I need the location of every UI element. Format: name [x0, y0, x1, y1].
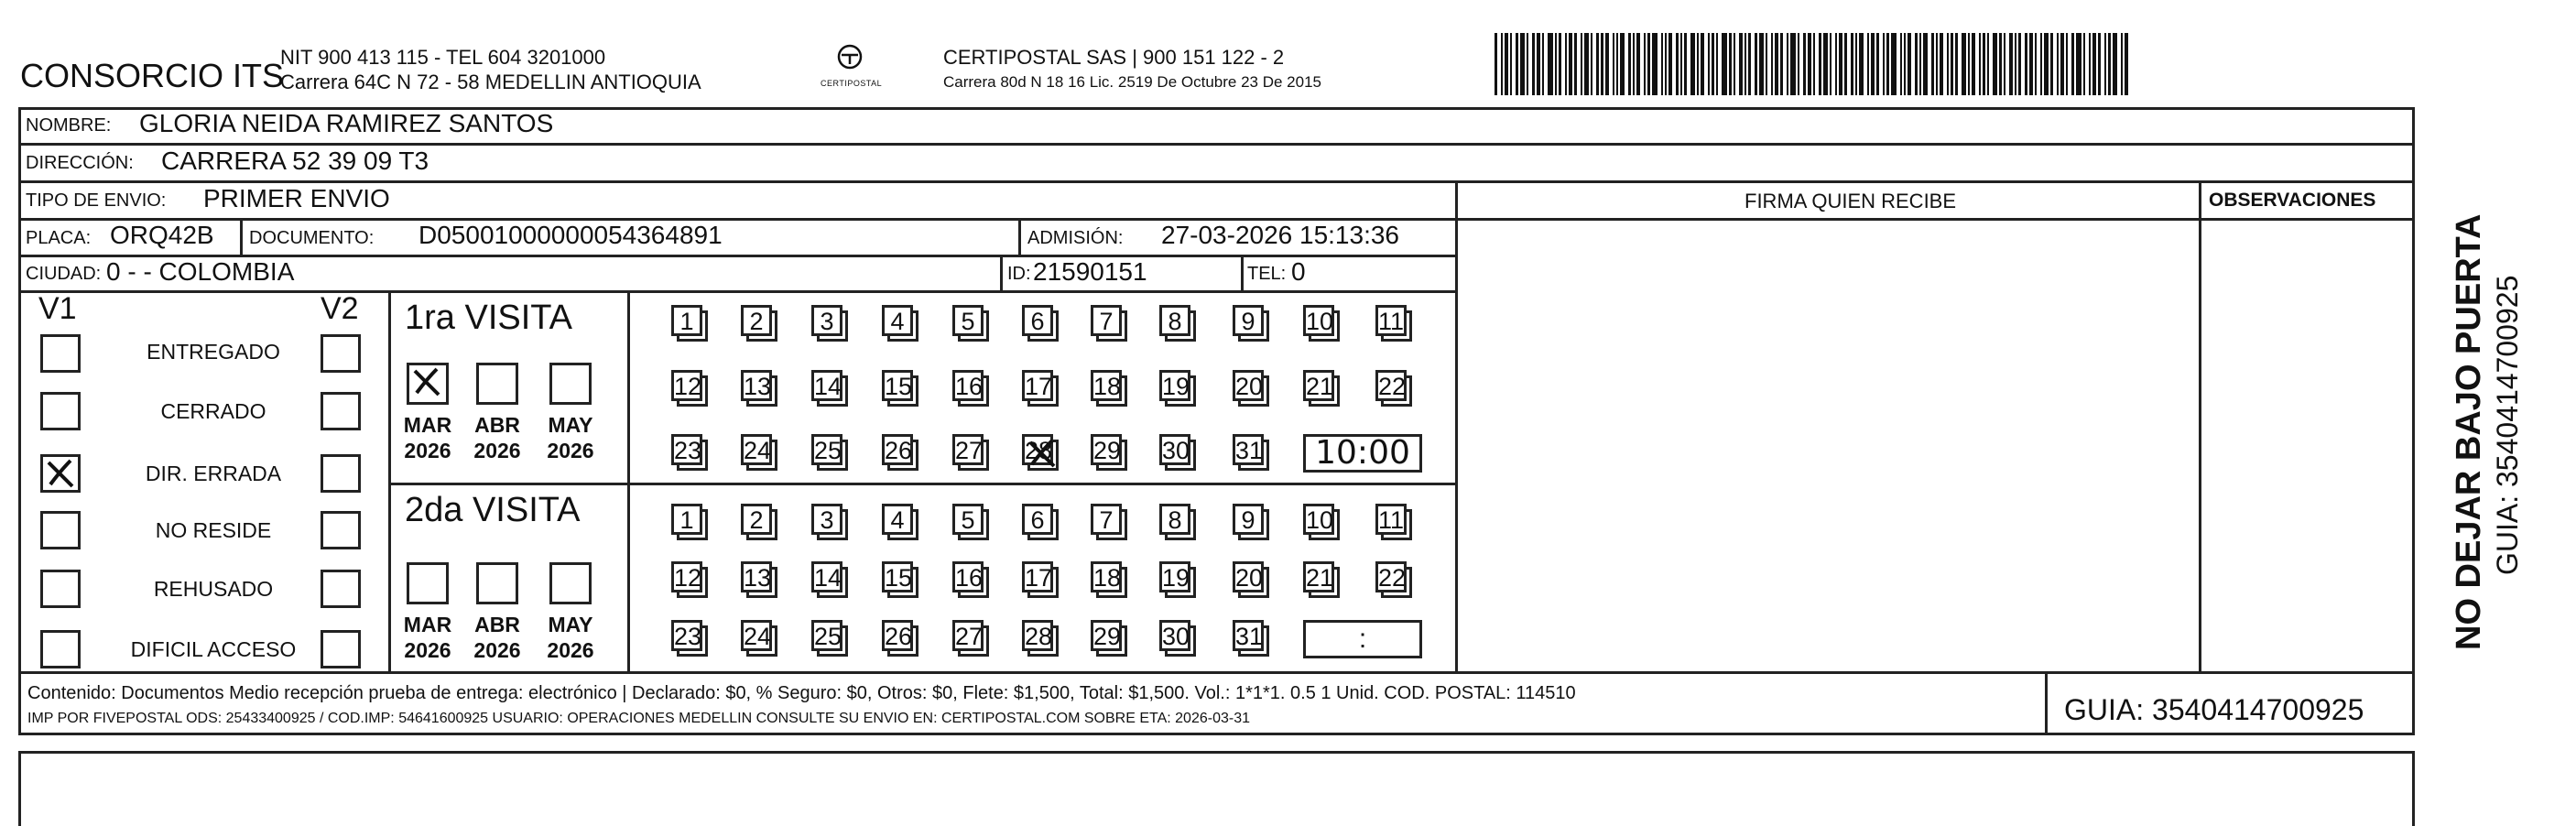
barcode-bar — [1759, 33, 1764, 95]
barcode-bar — [1839, 33, 1842, 95]
day-box[interactable]: 30 — [1159, 620, 1190, 651]
barcode-bar — [1665, 33, 1667, 95]
direccion-value: CARRERA 52 39 09 T3 — [161, 147, 429, 175]
v1-checkbox[interactable] — [40, 511, 81, 549]
status-label: REHUSADO — [153, 577, 274, 601]
barcode — [1495, 33, 2262, 95]
barcode-bar — [1644, 33, 1646, 95]
barcode-bar — [1596, 33, 1599, 95]
barcode-bar — [1527, 33, 1528, 95]
barcode-bar — [2113, 33, 2117, 95]
barcode-bar — [2089, 33, 2091, 95]
barcode-bar — [2108, 33, 2111, 95]
barcode-bar — [2018, 33, 2021, 95]
barcode-bar — [1739, 33, 1743, 95]
barcode-bar — [1668, 33, 1672, 95]
month-label: MAY 2026 — [547, 613, 594, 662]
barcode-bar — [1505, 33, 1508, 95]
tipo-envio-label: TIPO DE ENVIO: — [26, 190, 167, 211]
courier-address: Carrera 80d N 18 16 Lic. 2519 De Octubre 23 De 2015 — [943, 73, 1321, 91]
v2-checkbox[interactable] — [321, 334, 361, 373]
day-box[interactable]: 10 — [1303, 504, 1334, 535]
day-box[interactable]: 29 — [1091, 434, 1122, 465]
barcode-bar — [1790, 33, 1796, 95]
barcode-bar — [1616, 33, 1618, 95]
barcode-bar — [1876, 33, 1879, 95]
v2-checkbox[interactable] — [321, 511, 361, 549]
admision-value: 27-03-2026 15:13:36 — [1161, 221, 1399, 249]
barcode-bar — [2060, 33, 2064, 95]
month-label: MAY 2026 — [547, 413, 594, 462]
tel-label: TEL: — [1247, 264, 1287, 284]
barcode-bar — [1542, 33, 1544, 95]
barcode-bar — [1780, 33, 1783, 95]
barcode-bar — [1591, 33, 1592, 95]
barcode-bar — [1734, 33, 1735, 95]
barcode-bar — [1908, 33, 1911, 95]
barcode-bar — [2083, 33, 2085, 95]
barcode-bar — [1565, 33, 1567, 95]
barcode-bar — [1871, 33, 1875, 95]
day-box[interactable]: 26 — [882, 620, 913, 651]
day-box[interactable]: 27 — [952, 434, 984, 465]
day-box[interactable]: 28 — [1022, 434, 1053, 465]
barcode-bar — [1968, 33, 1970, 95]
day-box[interactable]: 6 — [1022, 504, 1053, 535]
barcode-bar — [1808, 33, 1811, 95]
v2-checkbox[interactable] — [321, 570, 361, 608]
barcode-bar — [1680, 33, 1682, 95]
barcode-bar — [1516, 33, 1518, 95]
month-checkbox[interactable] — [407, 363, 449, 405]
barcode-bar — [1962, 33, 1966, 95]
barcode-bar — [1745, 33, 1746, 95]
barcode-bar — [1813, 33, 1815, 95]
second-visit-time[interactable]: : — [1303, 620, 1422, 658]
day-box[interactable]: 22 — [1375, 370, 1407, 401]
barcode-bar — [1771, 33, 1773, 95]
day-box[interactable]: 19 — [1159, 370, 1190, 401]
barcode-bar — [2066, 33, 2068, 95]
day-box[interactable]: 2 — [741, 504, 772, 535]
v2-label: V2 — [321, 291, 359, 326]
day-box[interactable]: 25 — [811, 620, 842, 651]
day-box[interactable]: 8 — [1159, 305, 1190, 336]
nombre-value: GLORIA NEIDA RAMIREZ SANTOS — [139, 109, 554, 137]
barcode-bar — [1569, 33, 1572, 95]
footer-line-2: IMP POR FIVEPOSTAL ODS: 25433400925 / COD.IMP: 54641600925 USUARIO: OPERACIONES MEDELLIN CONSULTE SU ENVIO EN: CERTIPOSTAL.COM SOBRE ETA: 2026-03-31 — [27, 711, 1250, 726]
id-label: ID: — [1007, 264, 1031, 284]
month-label: MAR 2026 — [403, 413, 452, 462]
barcode-bar — [1993, 33, 1997, 95]
day-box[interactable]: 21 — [1303, 561, 1334, 592]
day-box[interactable]: 11 — [1375, 305, 1407, 336]
ciudad-label: CIUDAD: — [26, 264, 102, 284]
barcode-bar — [1819, 33, 1821, 95]
barcode-bar — [1940, 33, 1943, 95]
month-checkbox[interactable] — [549, 562, 592, 604]
barcode-bar — [1900, 33, 1902, 95]
company-nit: NIT 900 413 115 - TEL 604 3201000 — [280, 46, 606, 69]
second-visit-title: 2da VISITA — [405, 491, 581, 529]
status-label: DIFICIL ACCESO — [130, 637, 297, 661]
company-address: Carrera 64C N 72 - 58 MEDELLIN ANTIOQUIA — [280, 71, 701, 93]
v2-checkbox[interactable] — [321, 630, 361, 668]
day-box[interactable]: 24 — [741, 620, 772, 651]
barcode-bar — [1844, 33, 1847, 95]
day-box[interactable]: 25 — [811, 434, 842, 465]
day-box[interactable]: 31 — [1233, 434, 1264, 465]
barcode-bar — [1923, 33, 1928, 95]
barcode-bar — [2004, 33, 2005, 95]
day-box[interactable]: 2 — [741, 305, 772, 336]
barcode-bar — [1555, 33, 1557, 95]
day-box[interactable]: 4 — [882, 504, 913, 535]
day-box[interactable]: 16 — [952, 370, 984, 401]
day-box[interactable]: 27 — [952, 620, 984, 651]
footer-line-1: Contenido: Documentos Medio recepción prueba de entrega: electrónico | Declarado: $0, % Seguro: $0, Otros: $0, Flete: $1,500, Total: $1,500. Vol.: 1*1*1. 0.5 1 Unid. COD. POSTAL: 114510 — [27, 683, 1576, 703]
day-box[interactable]: 29 — [1091, 620, 1122, 651]
barcode-bar — [1886, 33, 1889, 95]
barcode-bar — [1859, 33, 1864, 95]
documento-label: DOCUMENTO: — [249, 228, 375, 248]
barcode-bar — [2104, 33, 2106, 95]
day-box[interactable]: 23 — [671, 620, 702, 651]
barcode-bar — [1891, 33, 1897, 95]
barcode-bar — [1787, 33, 1788, 95]
month-checkbox[interactable] — [549, 363, 592, 405]
barcode-bar — [1701, 33, 1704, 95]
barcode-bar — [1661, 33, 1663, 95]
barcode-bar — [1620, 33, 1625, 95]
v1-checkbox[interactable] — [40, 630, 81, 668]
barcode-bar — [1983, 33, 1985, 95]
day-box[interactable]: 18 — [1091, 370, 1122, 401]
barcode-bar — [1690, 33, 1695, 95]
status-label: NO RESIDE — [155, 518, 272, 542]
barcode-bar — [1855, 33, 1857, 95]
barcode-bar — [1748, 33, 1751, 95]
barcode-bar — [1798, 33, 1799, 95]
day-box[interactable]: 7 — [1091, 305, 1122, 336]
barcode-bar — [2050, 33, 2053, 95]
v1-label: V1 — [38, 291, 77, 326]
barcode-bar — [1823, 33, 1828, 95]
day-box[interactable]: 14 — [811, 370, 842, 401]
barcode-bar — [1947, 33, 1949, 95]
day-box[interactable]: 8 — [1159, 504, 1190, 535]
day-box[interactable]: 5 — [952, 504, 984, 535]
day-box[interactable]: 11 — [1375, 504, 1407, 535]
barcode-bar — [1636, 33, 1640, 95]
day-box[interactable]: 24 — [741, 434, 772, 465]
barcode-bar — [1605, 33, 1609, 95]
barcode-bar — [1803, 33, 1806, 95]
barcode-bar — [2071, 33, 2074, 95]
barcode-bar — [1851, 33, 1853, 95]
month-checkbox[interactable] — [476, 363, 518, 405]
month-checkbox[interactable] — [476, 562, 518, 604]
barcode-bar — [1501, 33, 1503, 95]
v1-checkbox[interactable] — [40, 454, 81, 493]
day-box[interactable]: 12 — [671, 370, 702, 401]
barcode-bar — [1532, 33, 1535, 95]
barcode-bar — [2009, 33, 2013, 95]
barcode-bar — [2121, 33, 2123, 95]
day-box[interactable]: 16 — [952, 561, 984, 592]
barcode-bar — [1951, 33, 1953, 95]
day-box[interactable]: 13 — [741, 370, 772, 401]
day-box[interactable]: 9 — [1233, 305, 1264, 336]
barcode-bar — [1931, 33, 1934, 95]
barcode-bar — [1755, 33, 1757, 95]
v1-checkbox[interactable] — [40, 334, 81, 373]
first-visit-title: 1ra VISITA — [405, 299, 573, 337]
id-value: 21590151 — [1033, 257, 1147, 286]
month-label: MAR 2026 — [403, 613, 452, 662]
barcode-bar — [1559, 33, 1561, 95]
barcode-bar — [2092, 33, 2096, 95]
barcode-bar — [1830, 33, 1831, 95]
status-label: DIR. ERRADA — [145, 462, 282, 485]
day-box[interactable]: 3 — [811, 305, 842, 336]
barcode-bar — [1919, 33, 1921, 95]
firma-header: FIRMA QUIEN RECIBE — [1745, 190, 1957, 212]
direccion-label: DIRECCIÓN: — [26, 153, 134, 173]
day-box[interactable]: 31 — [1233, 620, 1264, 651]
tipo-envio-value: PRIMER ENVIO — [203, 184, 390, 212]
day-box[interactable]: 23 — [671, 434, 702, 465]
barcode-bar — [1867, 33, 1869, 95]
barcode-bar — [1548, 33, 1553, 95]
barcode-bar — [1915, 33, 1918, 95]
day-box[interactable]: 13 — [741, 561, 772, 592]
ciudad-value: 0 - - COLOMBIA — [106, 257, 295, 286]
barcode-bar — [1581, 33, 1582, 95]
observaciones-header: OBSERVACIONES — [2209, 190, 2376, 211]
day-box[interactable]: 18 — [1091, 561, 1122, 592]
barcode-bar — [2025, 33, 2027, 95]
day-box[interactable]: 1 — [671, 305, 702, 336]
barcode-bar — [1652, 33, 1658, 95]
barcode-bar — [1633, 33, 1635, 95]
barcode-bar — [1510, 33, 1512, 95]
barcode-bar — [1712, 33, 1714, 95]
day-box[interactable]: 20 — [1233, 561, 1264, 592]
barcode-bar — [1574, 33, 1577, 95]
barcode-bar — [1904, 33, 1906, 95]
status-label: ENTREGADO — [147, 340, 280, 364]
day-box[interactable]: 9 — [1233, 504, 1264, 535]
v1-checkbox[interactable] — [40, 570, 81, 608]
barcode-bar — [1955, 33, 1958, 95]
barcode-bar — [1684, 33, 1687, 95]
barcode-bar — [2015, 33, 2016, 95]
day-box[interactable]: 7 — [1091, 504, 1122, 535]
courier-name: CERTIPOSTAL SAS | 900 151 122 - 2 — [943, 46, 1285, 69]
v2-checkbox[interactable] — [321, 392, 361, 430]
day-box[interactable]: 1 — [671, 504, 702, 535]
admision-label: ADMISIÓN: — [1027, 228, 1124, 248]
barcode-bar — [1584, 33, 1589, 95]
day-box[interactable]: 15 — [882, 561, 913, 592]
documento-value: D05001000000054364891 — [418, 221, 723, 249]
placa-label: PLACA: — [26, 228, 92, 248]
day-box[interactable]: 20 — [1233, 370, 1264, 401]
barcode-bar — [2125, 33, 2128, 95]
barcode-bar — [1936, 33, 1938, 95]
v1-checkbox[interactable] — [40, 392, 81, 430]
placa-value: ORQ42B — [110, 221, 214, 249]
barcode-bar — [1835, 33, 1837, 95]
tel-value: 0 — [1291, 257, 1306, 286]
barcode-bar — [1722, 33, 1727, 95]
status-label: CERRADO — [160, 399, 266, 423]
barcode-bar — [2029, 33, 2033, 95]
barcode-bar — [1883, 33, 1885, 95]
barcode-bar — [1729, 33, 1732, 95]
footer-guia: GUIA: 3540414700925 — [2064, 693, 2364, 726]
day-box[interactable]: 21 — [1303, 370, 1334, 401]
day-box[interactable]: 4 — [882, 305, 913, 336]
barcode-bar — [1647, 33, 1650, 95]
day-box[interactable]: 19 — [1159, 561, 1190, 592]
barcode-bar — [1716, 33, 1718, 95]
barcode-bar — [1697, 33, 1699, 95]
day-box[interactable]: 30 — [1159, 434, 1190, 465]
barcode-bar — [1628, 33, 1631, 95]
barcode-bar — [1972, 33, 1975, 95]
barcode-bar — [1613, 33, 1614, 95]
barcode-bar — [1775, 33, 1778, 95]
barcode-bar — [1537, 33, 1540, 95]
day-box[interactable]: 17 — [1022, 561, 1053, 592]
barcode-bar — [1495, 33, 1497, 95]
barcode-bar — [2035, 33, 2037, 95]
day-box[interactable]: 17 — [1022, 370, 1053, 401]
day-box[interactable]: 3 — [811, 504, 842, 535]
barcode-bar — [2044, 33, 2049, 95]
barcode-bar — [2098, 33, 2101, 95]
month-checkbox[interactable] — [407, 562, 449, 604]
barcode-bar — [1987, 33, 1989, 95]
barcode-bar — [1708, 33, 1710, 95]
side-warning: NO DEJAR BAJO PUERTA — [2450, 213, 2488, 650]
barcode-bar — [1520, 33, 1525, 95]
day-box[interactable]: 10 — [1303, 305, 1334, 336]
day-box[interactable]: 6 — [1022, 305, 1053, 336]
day-box[interactable]: 12 — [671, 561, 702, 592]
day-box[interactable]: 22 — [1375, 561, 1407, 592]
barcode-bar — [2076, 33, 2081, 95]
barcode-bar — [1676, 33, 1679, 95]
company-name: CONSORCIO ITS — [20, 57, 285, 94]
logo-caption: CERTIPOSTAL — [821, 79, 883, 88]
day-box[interactable]: 15 — [882, 370, 913, 401]
day-box[interactable]: 5 — [952, 305, 984, 336]
day-box[interactable]: 26 — [882, 434, 913, 465]
first-visit-time[interactable]: 10:00 — [1303, 434, 1422, 473]
month-label: ABR 2026 — [473, 413, 521, 462]
nombre-label: NOMBRE: — [26, 115, 112, 136]
day-box[interactable]: 14 — [811, 561, 842, 592]
barcode-bar — [1766, 33, 1767, 95]
month-label: ABR 2026 — [473, 613, 521, 662]
day-box[interactable]: 28 — [1022, 620, 1053, 651]
barcode-bar — [1979, 33, 1981, 95]
barcode-bar — [2040, 33, 2042, 95]
side-guia: GUIA: 3540414700925 — [2491, 275, 2524, 575]
v2-checkbox[interactable] — [321, 454, 361, 493]
barcode-bar — [2057, 33, 2059, 95]
barcode-bar — [1601, 33, 1603, 95]
barcode-bar — [1999, 33, 2002, 95]
